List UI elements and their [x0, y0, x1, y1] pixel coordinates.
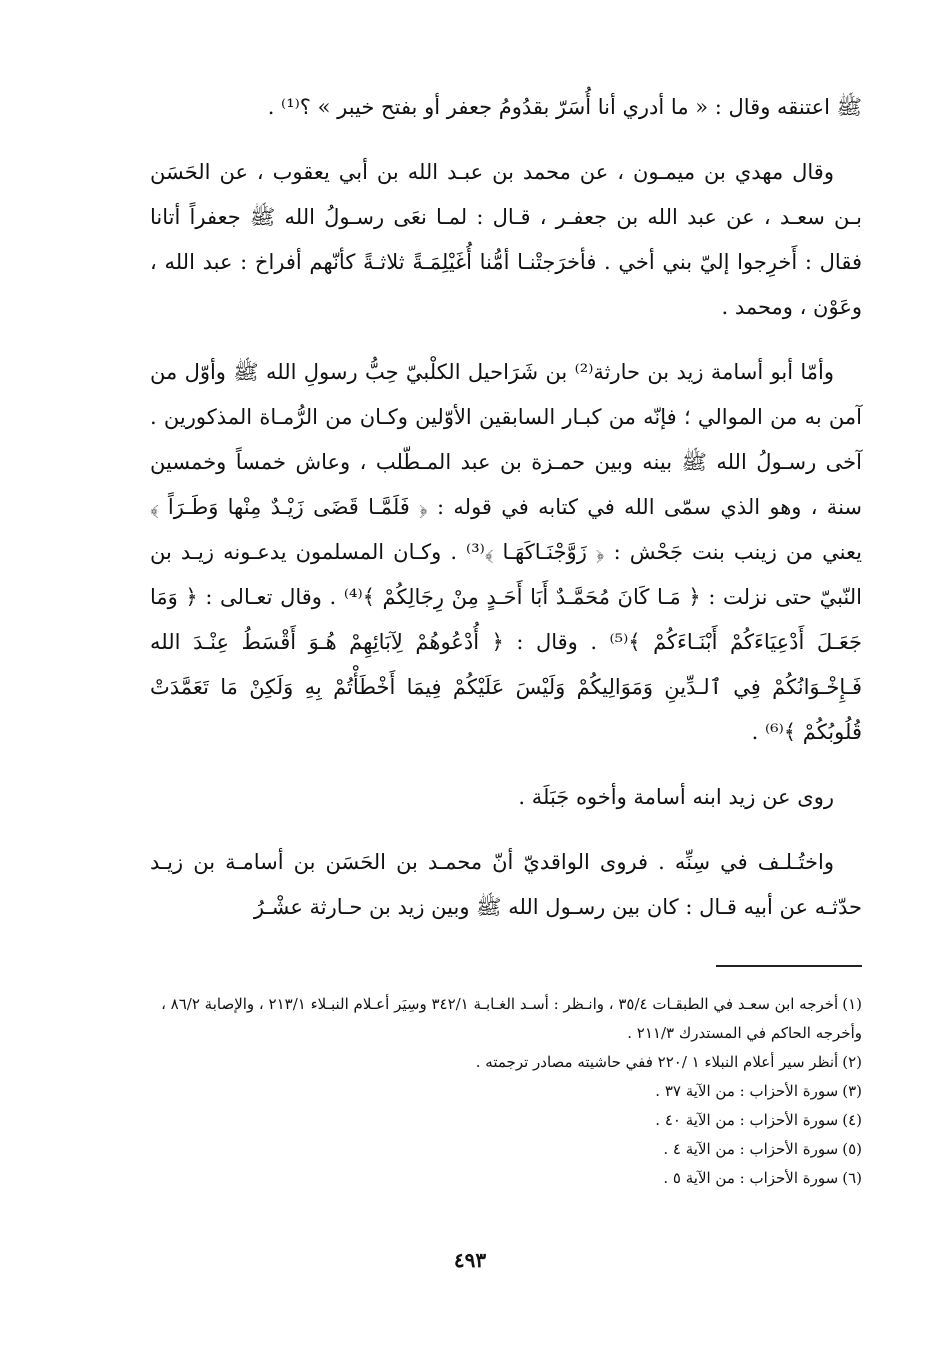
footnote-number: (٣)	[842, 1082, 862, 1100]
footnote-text: سورة الأحزاب : من الآية ٥ .	[663, 1169, 839, 1187]
footnote-number: (٤)	[842, 1111, 862, 1129]
paragraph-2: وقال مهدي بن ميمـون ، عن محمد بن عبـد الله بن أبي يعقوب ، عن الحَسَن بـن سعـد ، عن عبد الله بن جعفـر ، قـال : لمـا نعَى رسـولُ الله ﷺ جعفراً أتانا فقال : أَخرِجوا إليّ بني أخي . فأخرَجتْنـا أمُّنا أُغَيْلِمَـةً ثلاثـةً كأنّهم أفراخ : عبد الله ، وعَوْن ، ومحمد .	[150, 160, 862, 319]
paragraph-4: روى عن زيد ابنه أسامة وأخوه جَبَلَة .	[518, 785, 834, 809]
footnote-text: أنظر سير أعلام النبلاء ١ /٢٢٠ ففي حاشيته مصادر ترجمته .	[475, 1053, 839, 1071]
main-text	[150, 85, 862, 930]
paragraph-3: وأمّا أبو أسامة زيد بن حارثة⁽²⁾ بن شَرَاحيل الكلْبيّ حِبُّ رسولِ الله ﷺ وأوّل من آمن به من الموالي ؛ فإنّه من كبـار السابقين الأوّلين وكـان من الرُّمـاة المذكورين . آخى رسـولُ الله ﷺ بينه وبين حمـزة بن عبد المـطّلب ، وعاش خمساً وخمسين سنة ، وهو الذي سمّى الله في كتابه في قوله : ﴿ فَلَمَّـا قَضَى زَيْـدٌ مِنْها وَطَـرَاً ﴾ يعني من زينب بنت جَحْش : ﴿ زَوَّجْنَـاكَهَـا ﴾⁽³⁾ . وكـان المسلمون يدعـونه زيـد بن النّبيّ حتى نزلت : ﴿ مَـا كَانَ مُحَمَّـدٌ أَبَا أَحَـدٍ مِنْ رِجَالِكُمْ ﴾⁽⁴⁾ . وقال تعـالى : ﴿ وَمَا جَعَـلَ أَدْعِيَاءَكُمْ أَبْنَـاءَكُمْ ﴾⁽⁵⁾ . وقال : ﴿ أُدْعُوهُمْ لِآبَائِهِمْ هُـوَ أَقْسَطُ عِنْـدَ الله فَـإِخْـوَانُكُمْ فِي ٱلـدِّينِ وَمَوَالِيكُمْ وَلَيْسَ عَلَيْكُمْ فِيمَا أَخْطَأْتُمْ بِهِ وَلَكِنْ مَا تَعَمَّدَتْ قُلُوبُكُمْ ﴾⁽⁶⁾ .	[150, 360, 862, 744]
footnote-1	[150, 990, 862, 1048]
footnote-number: (٥)	[842, 1140, 862, 1158]
footnote-text: سورة الأحزاب : من الآية ٤٠ .	[655, 1111, 839, 1129]
footnote-number: (٢)	[842, 1053, 862, 1071]
footnote-text: سورة الأحزاب : من الآية ٤ .	[663, 1140, 839, 1158]
footnote-text: سورة الأحزاب : من الآية ٣٧ .	[655, 1082, 839, 1100]
footnote-4	[150, 1106, 862, 1135]
footnote-2	[150, 1048, 862, 1077]
footnotes	[150, 990, 862, 1193]
footnote-text: أخرجه ابن سعـد في الطبقـات ٣٥/٤ ، وانـظر : أسـد الغـابـة ٣٤٢/١ وسِيَر أعـلام النبـلاء ٢١٣/١ ، والإصابة ٨٦/٢ ، وأخرجه الحاكم في المستدرك ٢١١/٣ .	[161, 995, 862, 1042]
paragraph-1: ﷺ اعتنقه وقال : « ما أدري أنا أُسَرّ بقدُومُ جعفر أو بفتح خيبر » ؟⁽¹⁾ .	[267, 95, 862, 119]
paragraph-5: واختُـلـف في سِنِّه . فروى الواقديّ أنّ محمـد بن الحَسَن بن أسامـة بن زيـد حدّثـه عن أبيه قـال : كان بين رسـول الله ﷺ وبين زيد بن حـارثة عشْـرُ	[150, 850, 862, 919]
page-number: ٤٩٣	[453, 1248, 487, 1272]
footnote-6	[150, 1164, 862, 1193]
footnote-5	[150, 1135, 862, 1164]
footnote-separator	[716, 965, 862, 967]
footnote-number: (١)	[842, 995, 862, 1013]
footnote-3	[150, 1077, 862, 1106]
footnote-number: (٦)	[842, 1169, 862, 1187]
